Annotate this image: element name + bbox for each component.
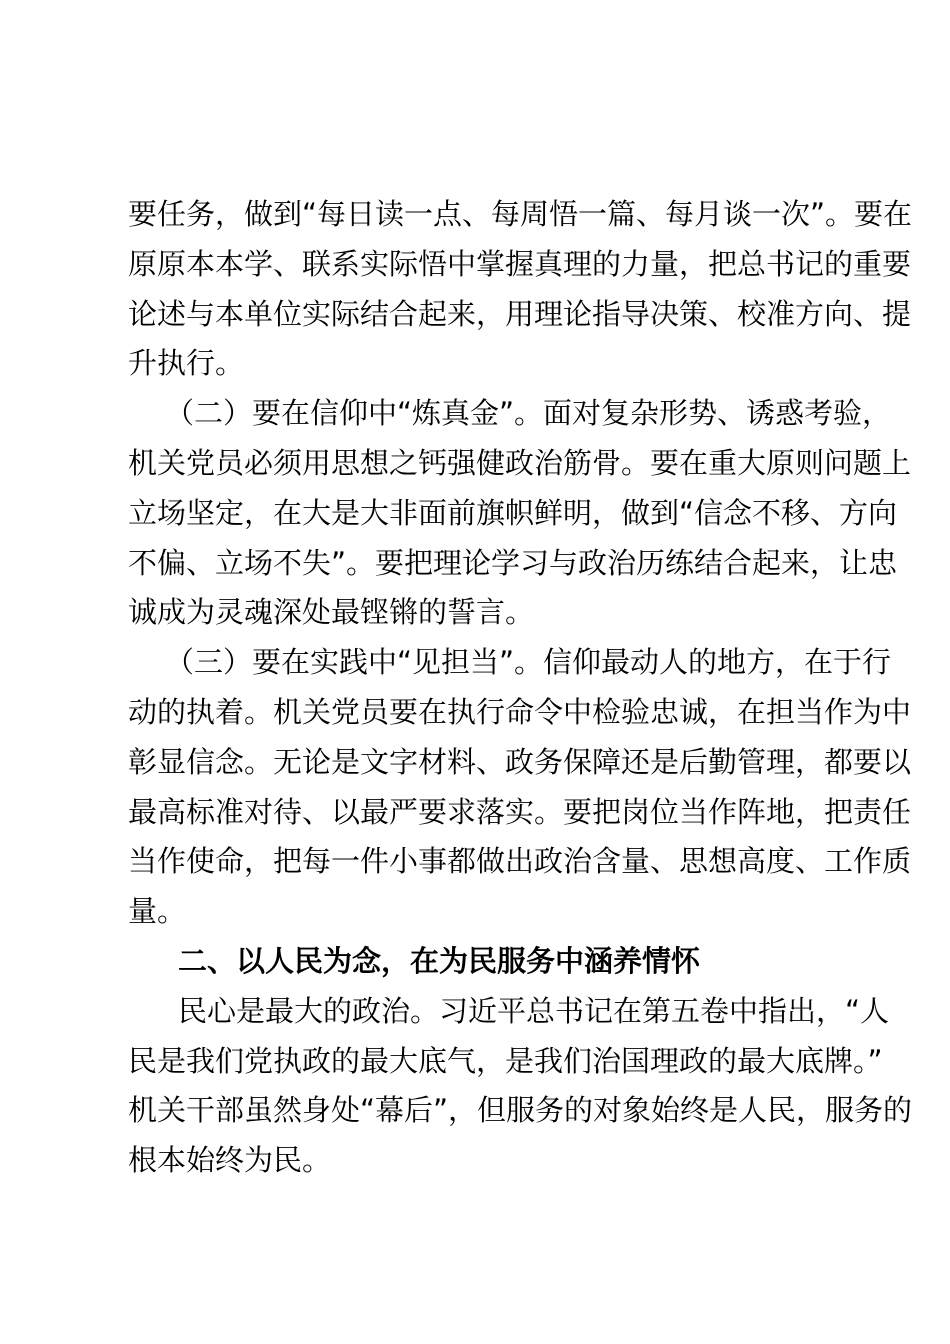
text-line: 民是我们党执政的最大底气，是我们治国理政的最大底牌。” xyxy=(128,1043,883,1078)
text-line: （二）要在信仰中“炼真金”。面对复杂形势、诱惑考验， xyxy=(165,396,892,431)
text-line: 论述与本单位实际结合起来，用理论指导决策、校准方向、提 xyxy=(128,296,912,331)
text-line: 当作使命，把每一件小事都做出政治含量、思想高度、工作质 xyxy=(128,844,912,879)
text-line: 要任务，做到“每日读一点、每周悟一篇、每月谈一次”。要在 xyxy=(128,197,913,231)
text-line: 量。 xyxy=(128,894,187,929)
text-line: 彰显信念。无论是文字材料、政务保障还是后勤管理，都要以 xyxy=(128,744,912,779)
text-line: 根本始终为民。 xyxy=(128,1143,332,1178)
text-line: 机关干部虽然身处“幕后”，但服务的对象始终是人民，服务的 xyxy=(128,1093,913,1128)
document-page xyxy=(128,190,913,1186)
text-line: 立场坚定，在大是大非面前旗帜鲜明，做到“信念不移、方向 xyxy=(128,495,898,530)
text-line: 动的执着。机关党员要在执行命令中检验忠诚，在担当作为中 xyxy=(128,694,912,729)
paragraph xyxy=(128,638,912,937)
text-line: 诚成为灵魂深处最铿锵的誓言。 xyxy=(128,595,535,630)
text-line: 最高标准对待、以最严要求落实。要把岗位当作阵地，把责任 xyxy=(128,794,912,829)
text-line: 不偏、立场不失”。要把理论学习与政治历练结合起来，让忠 xyxy=(128,545,898,580)
text-line: （三）要在实践中“见担当”。信仰最动人的地方，在于行 xyxy=(165,645,892,680)
paragraph xyxy=(128,389,912,638)
section-heading xyxy=(128,937,822,987)
paragraph xyxy=(128,190,913,389)
text-line: 二、以人民为念，在为民服务中涵养情怀 xyxy=(178,943,701,978)
text-line: 原原本本学、联系实际悟中掌握真理的力量，把总书记的重要 xyxy=(128,246,912,281)
text-line: 民心是最大的政治。习近平总书记在第五卷中指出，“人 xyxy=(178,993,890,1028)
paragraph xyxy=(128,987,913,1186)
text-line: 机关党员必须用思想之钙强健政治筋骨。要在重大原则问题上 xyxy=(128,445,912,480)
text-line: 升执行。 xyxy=(128,346,245,381)
